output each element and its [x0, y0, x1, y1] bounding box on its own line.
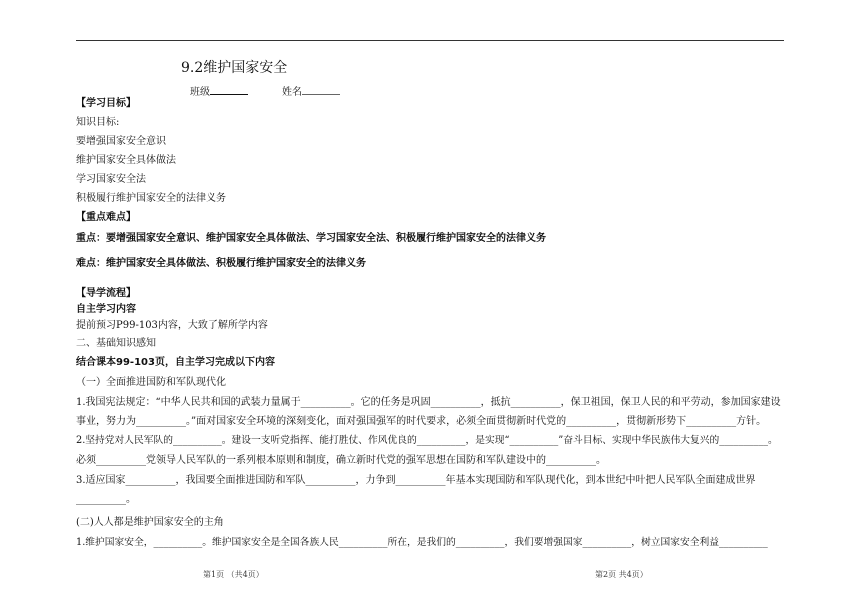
goal-item: 维护国家安全具体做法 — [76, 155, 176, 166]
goal-item: 积极履行维护国家安全的法律义务 — [76, 193, 226, 204]
knowledge-label: 知识目标: — [76, 117, 120, 128]
question-line: 1.维护国家安全，__________。维护国家安全是全国各族人民__________所在，是我们的__________，我们要增强国家__________，树立国家安全利益__________ — [76, 537, 768, 548]
question-line: 3.适应国家__________，我国要全面推进国防和军队__________，力争到__________年基本实现国防和军队现代化，到本世纪中叶把人民军队全面建成世界 — [76, 475, 756, 486]
class-name-row — [190, 83, 340, 98]
name-label: 姓名 — [282, 87, 302, 98]
goal-item: 学习国家安全法 — [76, 174, 146, 185]
question-line: 2.坚持党对人民军队的__________。建设一支听党指挥、能打胜仗、作风优良的__________，是实现“__________”奋斗目标、实现中华民族伟大复兴的__________。 — [76, 435, 778, 446]
instruction: 结合课本99-103页，自主学习完成以下内容 — [76, 357, 275, 368]
name-blank[interactable] — [302, 85, 340, 95]
page-number-right: 第2页 共4页） — [595, 570, 648, 579]
key-point: 重点：要增强国家安全意识、维护国家安全具体做法、学习国家安全法、积极履行维护国家安全的法律义务 — [76, 233, 546, 244]
class-label: 班级 — [190, 87, 210, 98]
page-number-left: 第1页 （共4页） — [203, 570, 264, 579]
self-study-heading: 自主学习内容 — [76, 304, 136, 315]
goals-heading: 【学习目标】 — [76, 98, 136, 109]
section-two: 二、基础知识感知 — [76, 338, 156, 349]
flow-heading: 【导学流程】 — [76, 288, 136, 299]
class-blank[interactable] — [210, 85, 248, 95]
difficult-point: 难点：维护国家安全具体做法、积极履行维护国家安全的法律义务 — [76, 258, 366, 269]
part-two-heading: (二)人人都是维护国家安全的主角 — [76, 517, 224, 528]
goal-item: 要增强国家安全意识 — [76, 136, 166, 147]
question-line: __________。 — [76, 494, 136, 505]
page-title: 9.2维护国家安全 — [181, 60, 288, 76]
key-heading: 【重点难点】 — [76, 212, 136, 223]
header-rule — [76, 40, 784, 41]
part-one-heading: （一）全面推进国防和军队现代化 — [76, 377, 226, 388]
preview-text: 提前预习P99-103内容，大致了解所学内容 — [76, 320, 268, 331]
question-line: 必须__________党领导人民军队的一系列根本原则和制度，确立新时代党的强军思想在国防和军队建设中的__________。 — [76, 455, 606, 466]
question-line: 事业，努力为__________。”面对国家安全环境的深刻变化，面对强国强军的时代要求，必须全面贯彻新时代党的__________，贯彻新形势下__________方针。 — [76, 416, 767, 427]
question-line: 1.我国宪法规定：“中华人民共和国的武装力量属于__________。它的任务是巩固__________，抵抗__________，保卫祖国，保卫人民的和平劳动，参加国家建设 — [76, 397, 781, 408]
